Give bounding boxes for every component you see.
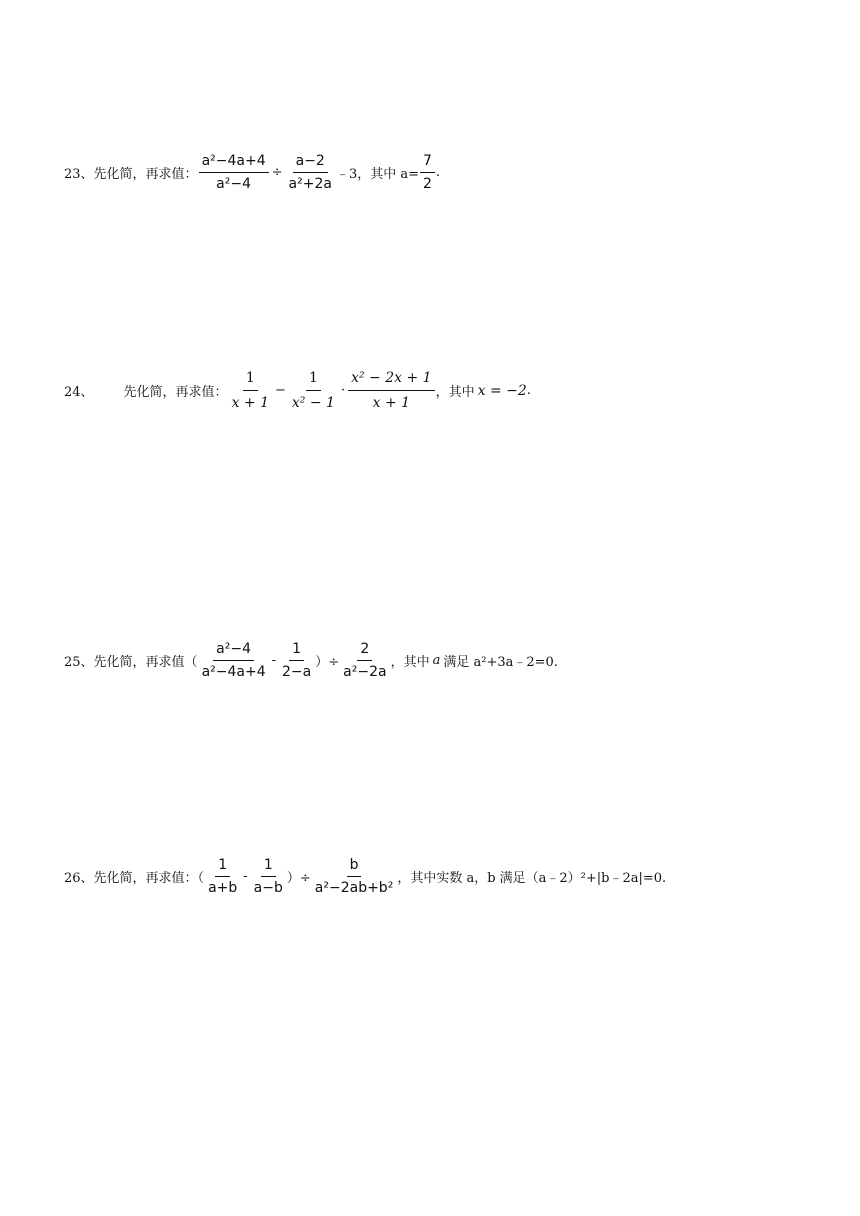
- minus-operator: -: [243, 869, 248, 884]
- problem-26: [64, 856, 666, 897]
- numerator: 2: [357, 640, 372, 661]
- fraction: [251, 856, 286, 897]
- expression-tail: ，其中: [435, 385, 475, 400]
- condition: 满足 a²+3a﹣2=0.: [443, 655, 558, 670]
- denominator: a−b: [253, 880, 283, 896]
- numerator: 7: [420, 152, 435, 173]
- fraction: [286, 152, 335, 193]
- fraction: [199, 640, 269, 681]
- numerator: 1: [243, 368, 258, 391]
- fraction: [348, 368, 434, 413]
- problem-prompt: 先化简，再求值：: [123, 385, 228, 400]
- problem-number: 25、: [64, 655, 94, 670]
- fraction: [289, 368, 338, 413]
- denominator: x + 1: [231, 395, 269, 411]
- divide-operator: ÷: [271, 165, 283, 180]
- problem-prompt: 先化简，再求值（: [93, 655, 198, 670]
- minus-operator: -: [271, 653, 277, 668]
- fraction: [340, 640, 389, 681]
- expression-tail: ﹣3，其中 a=: [335, 167, 419, 182]
- fraction: [199, 152, 269, 193]
- problem-number: 23、: [64, 167, 94, 182]
- denominator: 2−a: [282, 664, 312, 680]
- denominator: x² − 1: [291, 395, 335, 411]
- expression-tail: ，其中实数 a，b 满足（a﹣2）²+|b﹣2a|=0.: [397, 871, 667, 886]
- problem-23: [64, 152, 440, 193]
- denominator: 2: [422, 176, 432, 192]
- problem-prompt: 先化简，再求值：: [93, 167, 198, 182]
- denominator: a²−2ab+b²: [314, 880, 394, 896]
- fraction: [279, 640, 314, 681]
- fraction: [205, 856, 240, 897]
- numerator: x² − 2x + 1: [348, 368, 434, 391]
- period: .: [435, 165, 441, 180]
- denominator: a+b: [208, 880, 238, 896]
- fraction: [420, 152, 435, 193]
- numerator: a²−4: [213, 640, 254, 661]
- denominator: a²+2a: [288, 176, 332, 192]
- denominator: a²−2a: [343, 664, 387, 680]
- close-paren-divide: ）÷: [315, 655, 340, 670]
- numerator: 1: [306, 368, 321, 391]
- numerator: a−2: [293, 152, 328, 173]
- problem-number: 24、: [64, 385, 94, 400]
- fraction: [312, 856, 397, 897]
- variable: a: [432, 653, 441, 668]
- problem-25: [64, 640, 558, 681]
- numerator: 1: [261, 856, 276, 877]
- period: .: [526, 383, 531, 398]
- numerator: 1: [215, 856, 230, 877]
- numerator: 1: [289, 640, 304, 661]
- condition: x = −2: [477, 382, 527, 399]
- problem-24: [64, 368, 531, 413]
- minus-operator: −: [275, 383, 286, 398]
- expression-tail: ，其中: [390, 655, 430, 670]
- fraction: [229, 368, 272, 413]
- numerator: a²−4a+4: [199, 152, 269, 173]
- problem-number: 26、: [64, 871, 94, 886]
- numerator: b: [347, 856, 362, 877]
- close-paren-divide: ）÷: [286, 871, 311, 886]
- denominator: x + 1: [372, 395, 411, 411]
- denominator: a²−4a+4: [201, 664, 266, 680]
- multiply-operator: ·: [340, 383, 346, 398]
- problem-prompt: 先化简，再求值：（: [93, 871, 205, 886]
- denominator: a²−4: [216, 176, 251, 192]
